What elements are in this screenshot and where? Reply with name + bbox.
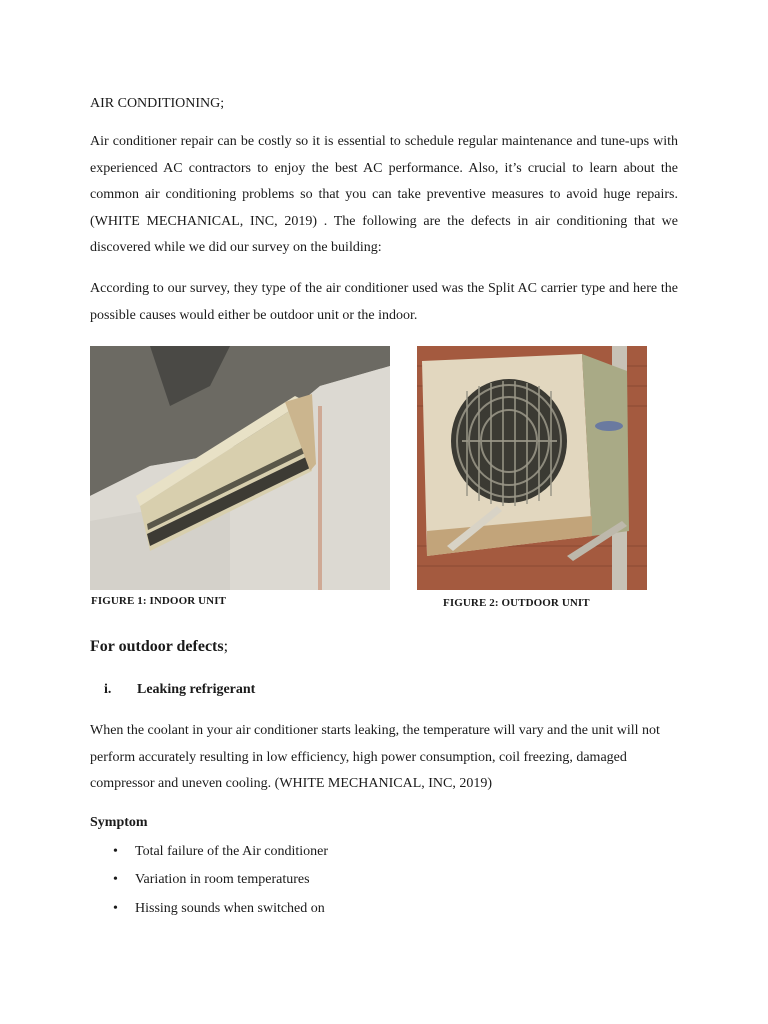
list-item (113, 870, 310, 890)
survey-paragraph: According to our survey, they type of the air conditioner used was the Split AC carrier type and here the possible causes would either be outdoor unit or the indoor. (90, 281, 678, 323)
bullet-icon: • (113, 844, 118, 859)
outdoor-defects-title-suffix: ; (223, 638, 229, 655)
indoor-ac-photo (90, 346, 390, 590)
outdoor-ac-photo (417, 346, 647, 590)
symptom-label: Symptom (90, 815, 148, 830)
section-heading: AIR CONDITIONING; (90, 96, 225, 111)
item-number: i. (104, 682, 112, 697)
list-item (113, 842, 328, 862)
list-item (113, 899, 325, 919)
item-title: Leaking refrigerant (137, 682, 256, 697)
symptom-text: Variation in room temperatures (135, 872, 310, 887)
symptom-text: Total failure of the Air conditioner (135, 844, 329, 859)
intro-paragraph: Air conditioner repair can be costly so it is essential to schedule regular maintenance and tune-ups with experienced AC contractors to enjoy the best AC performance. Also, it’s crucial to learn about the common air conditioning problems so that you can take preventive measures to avoid huge repairs. (WHITE MECHANICAL, INC, 2019) . The following are the defects in air conditioning that we discovered while we did our survey on the building: (90, 134, 678, 255)
figure-2-caption: FIGURE 2: OUTDOOR UNIT (443, 597, 590, 609)
bullet-icon: • (113, 872, 118, 887)
leaking-description: When the coolant in your air conditioner starts leaking, the temperature will vary and the unit will not perform accurately resulting in low efficiency, high power consumption, coil freezing, damaged compressor and uneven cooling. (WHITE MECHANICAL, INC, 2019) (90, 723, 660, 791)
figure-1-caption: FIGURE 1: INDOOR UNIT (91, 595, 227, 607)
symptom-text: Hissing sounds when switched on (135, 901, 325, 916)
outdoor-defects-title (90, 638, 228, 656)
bullet-icon: • (113, 901, 118, 916)
outdoor-defects-title-text: For outdoor defects (90, 638, 224, 655)
